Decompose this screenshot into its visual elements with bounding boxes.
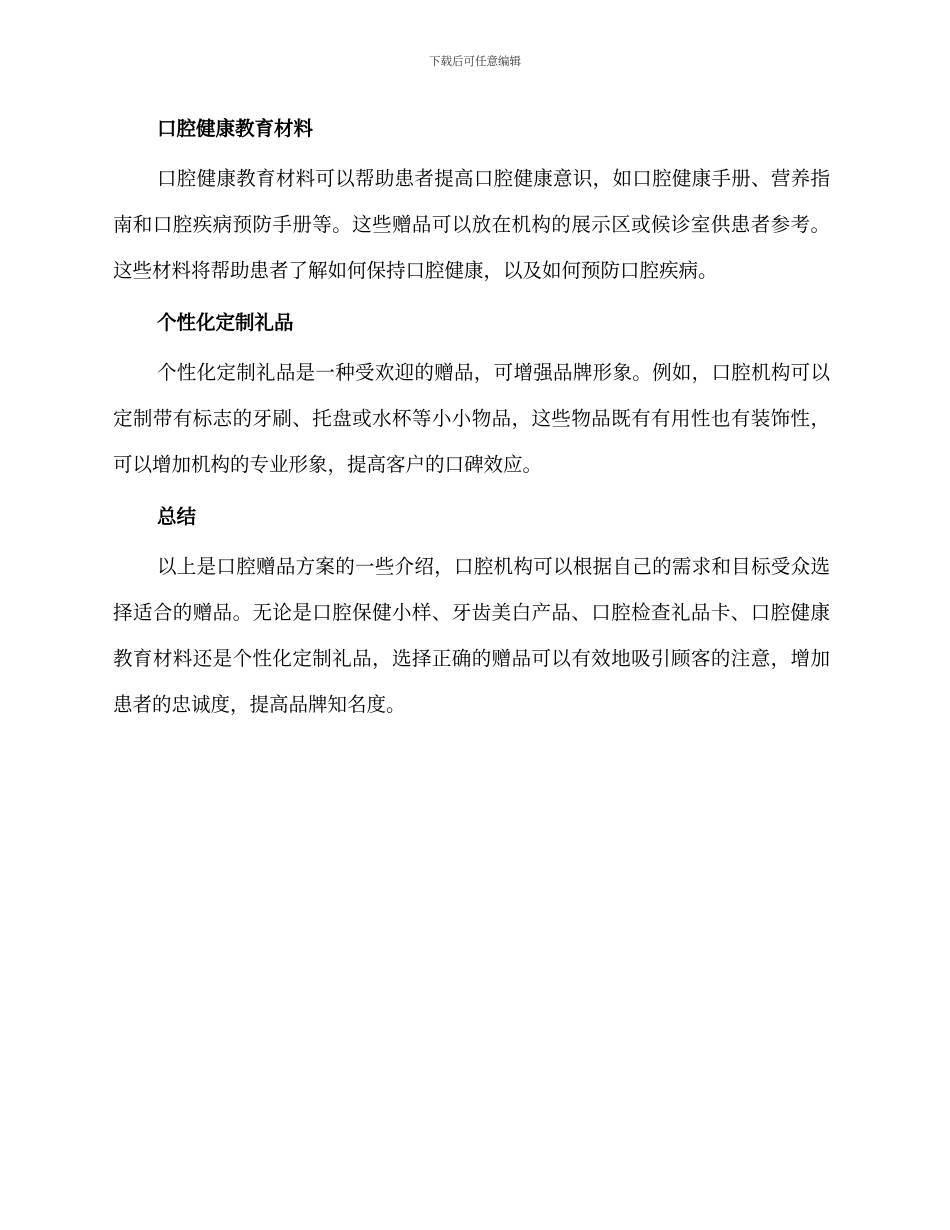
section-paragraph: 以上是口腔赠品方案的一些介绍，口腔机构可以根据自己的需求和目标受众选择适合的赠品。无论是口腔保健小样、牙齿美白产品、口腔检查礼品卡、口腔健康教育材料还是个性化定制礼品，选择正确的赠品可以有效地吸引顾客的注意，增加患者的忠诚度，提高品牌知名度。 xyxy=(113,555,830,716)
section-oral-health-education xyxy=(113,112,830,306)
header-note: 下载后可任意编辑 xyxy=(429,54,521,68)
section-paragraph: 个性化定制礼品是一种受欢迎的赠品，可增强品牌形象。例如，口腔机构可以定制带有标志的牙刷、托盘或水杯等小小物品，这些物品既有有用性也有装饰性，可以增加机构的专业形象，提高客户的口碑效应。 xyxy=(113,361,830,476)
section-title: 口腔健康教育材料 xyxy=(157,117,314,140)
section-personalized-gifts xyxy=(113,306,830,500)
section-summary xyxy=(113,500,830,728)
document-body xyxy=(113,112,830,728)
section-title: 总结 xyxy=(157,505,197,528)
section-paragraph: 口腔健康教育材料可以帮助患者提高口腔健康意识，如口腔健康手册、营养指南和口腔疾病预防手册等。这些赠品可以放在机构的展示区或候诊室供患者参考。这些材料将帮助患者了解如何保持口腔健康，以及如何预防口腔疾病。 xyxy=(113,167,830,282)
section-title: 个性化定制礼品 xyxy=(157,311,294,334)
